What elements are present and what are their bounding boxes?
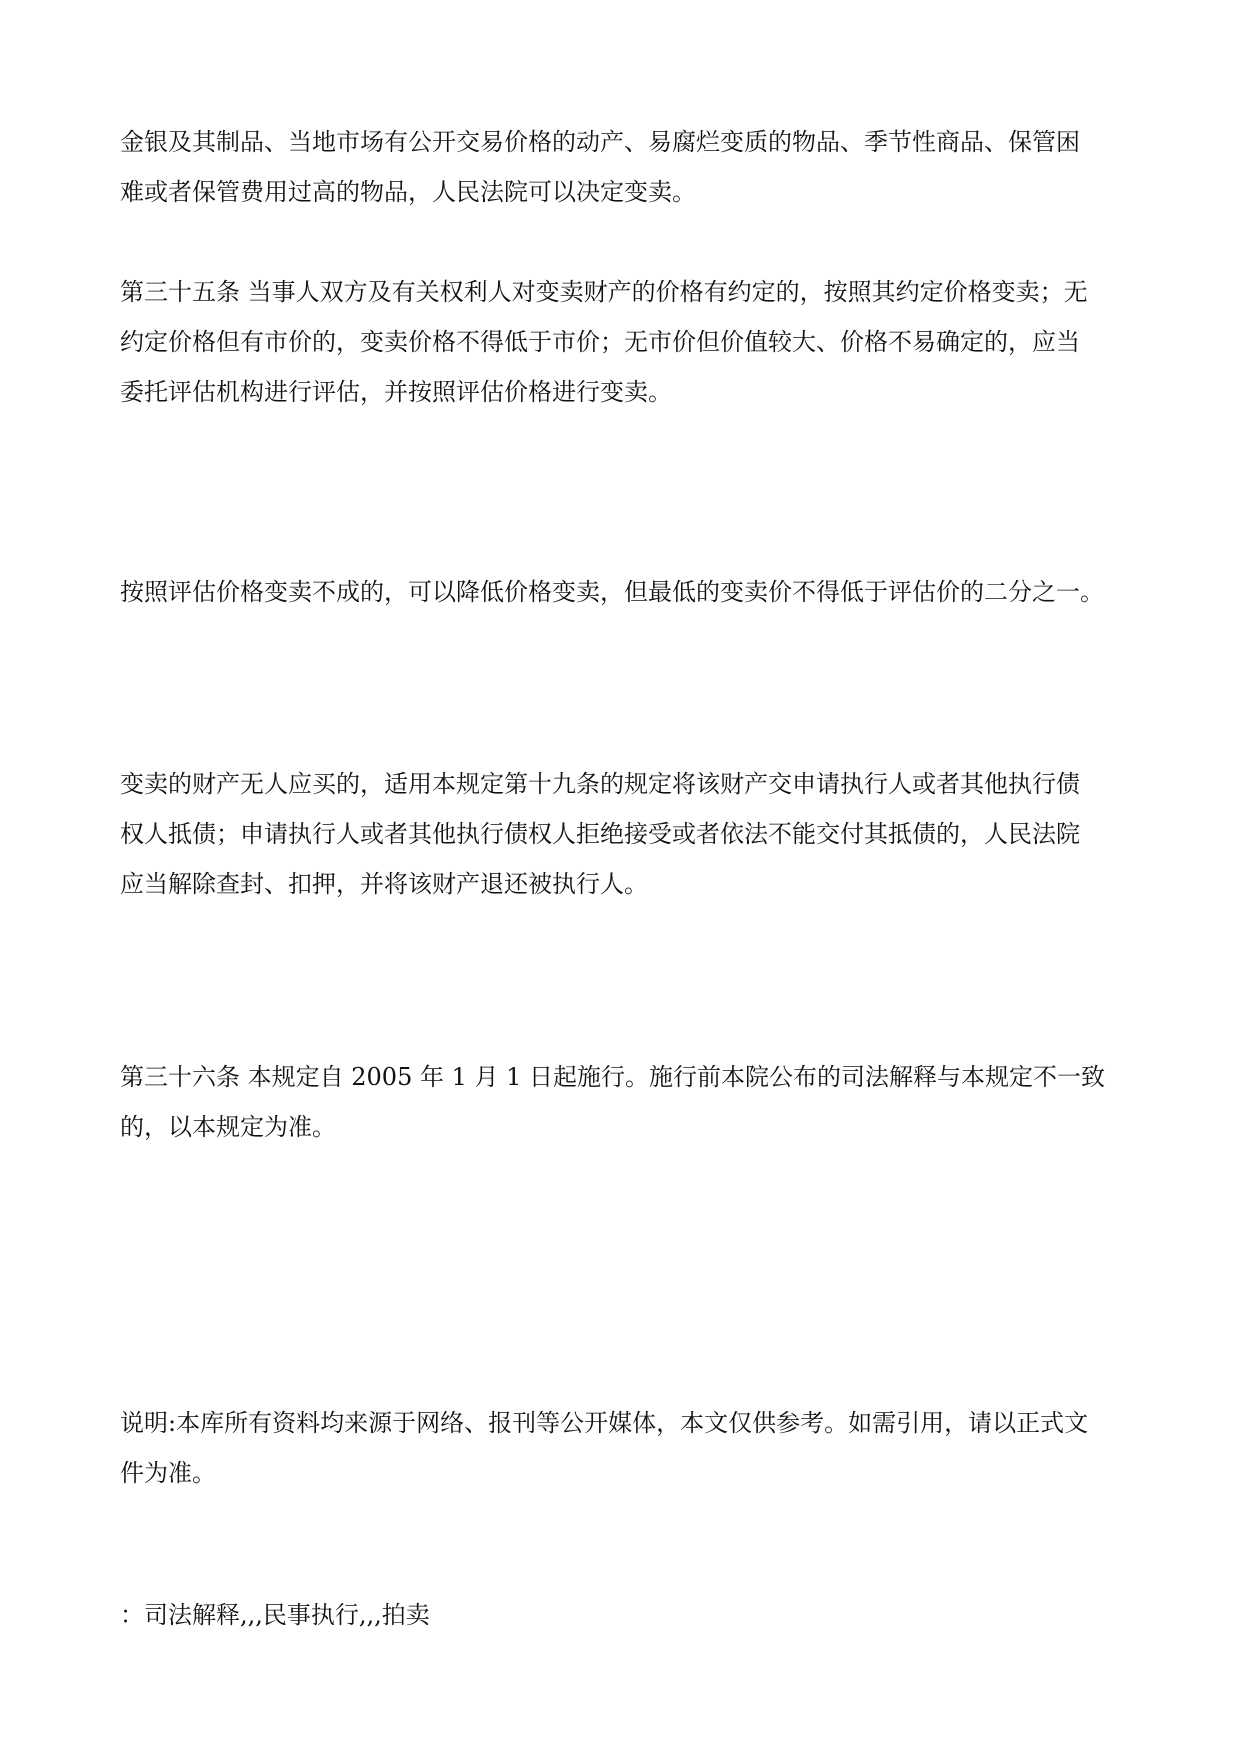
paragraph-disclaimer <box>120 1398 1130 1498</box>
text-line: 件为准。 <box>120 1459 216 1487</box>
paragraph-article-36 <box>120 1052 1130 1152</box>
text-line: 按照评估价格变卖不成的，可以降低价格变卖，但最低的变卖价不得低于评估价的二分之一。 <box>120 578 1104 606</box>
text-line: 变卖的财产无人应买的，适用本规定第十九条的规定将该财产交申请执行人或者其他执行债 <box>120 770 1080 798</box>
text-line: 委托评估机构进行评估，并按照评估价格进行变卖。 <box>120 378 672 406</box>
text-line: 金银及其制品、当地市场有公开交易价格的动产、易腐烂变质的物品、季节性商品、保管困 <box>120 128 1080 156</box>
text-line: 说明:本库所有资料均来源于网络、报刊等公开媒体，本文仅供参考。如需引用，请以正式文 <box>120 1409 1089 1437</box>
paragraph-no-buyer <box>120 759 1130 909</box>
text-line: 权人抵债；申请执行人或者其他执行债权人拒绝接受或者依法不能交付其抵债的，人民法院 <box>120 820 1080 848</box>
paragraph-price-reduction <box>120 567 1130 617</box>
text-line: 约定价格但有市价的，变卖价格不得低于市价；无市价但价值较大、价格不易确定的，应当 <box>120 328 1080 356</box>
text-line: 应当解除查封、扣押，并将该财产退还被执行人。 <box>120 870 648 898</box>
text-line: 的，以本规定为准。 <box>120 1113 336 1141</box>
paragraph-article-35 <box>120 267 1130 417</box>
text-line: 难或者保管费用过高的物品，人民法院可以决定变卖。 <box>120 178 696 206</box>
text-line: ：司法解释,,,民事执行,,,拍卖 <box>120 1601 430 1629</box>
paragraph-keywords <box>120 1590 1130 1640</box>
text-line: 第三十六条 本规定自 2005 年 1 月 1 日起施行。施行前本院公布的司法解释与本规定不一致 <box>120 1063 1106 1091</box>
paragraph-auction-items <box>120 117 1130 217</box>
text-line: 第三十五条 当事人双方及有关权利人对变卖财产的价格有约定的，按照其约定价格变卖；无 <box>120 278 1088 306</box>
